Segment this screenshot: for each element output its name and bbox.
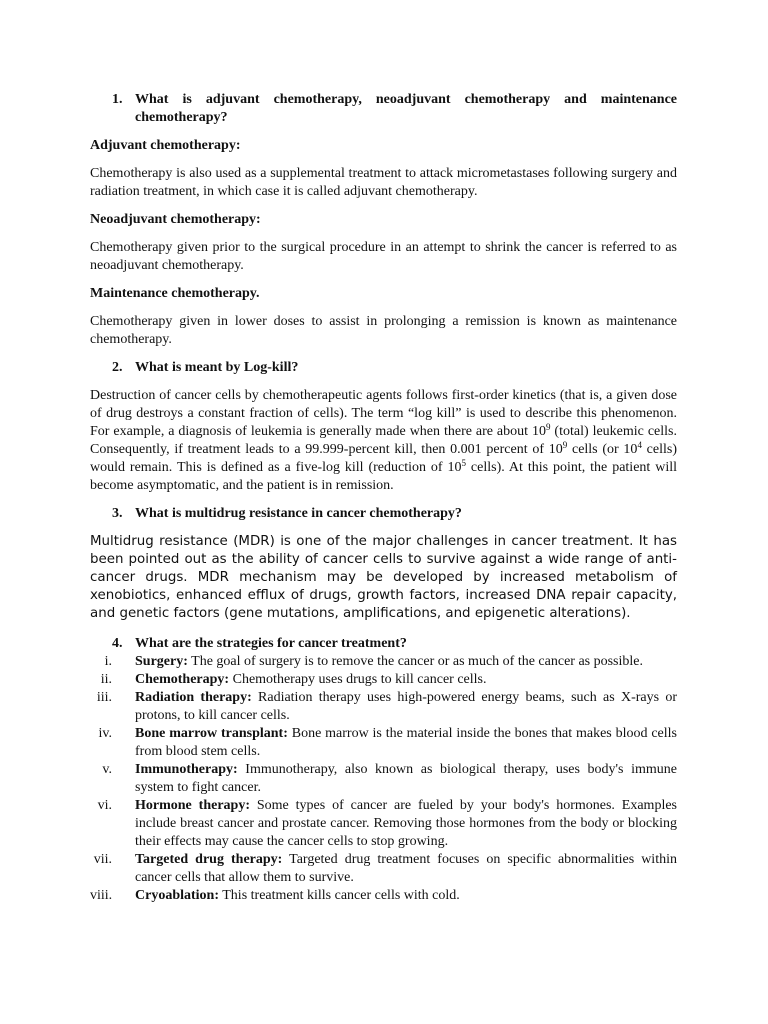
neoadjuvant-heading: Neoadjuvant chemotherapy: (90, 212, 261, 227)
item-text: Radiation therapy uses high-powered energy beams, such as X-rays or protons, to kill cancer cells. (135, 690, 677, 723)
adjuvant-heading: Adjuvant chemotherapy: (90, 138, 241, 153)
item-term: Targeted drug therapy: (135, 852, 283, 867)
adjuvant-paragraph: Chemotherapy is also used as a supplemental treatment to attack micrometastases following surgery and radiation treatment, in which case it is called adjuvant chemotherapy. (90, 166, 677, 199)
question-title: What is adjuvant chemotherapy, neoadjuvant chemotherapy and maintenance chemotherapy? (135, 92, 677, 125)
question-4-heading (90, 635, 677, 653)
superscript: 9 (562, 440, 568, 450)
text-run: cells). At this point, the patient will become asymptomatic, and the patient is in remission. (90, 460, 677, 493)
maintenance-paragraph: Chemotherapy given in lower doses to assist in prolonging a remission is known as maintenance chemotherapy. (90, 314, 677, 347)
superscript: 9 (545, 422, 551, 432)
item-text: Immunotherapy, also known as biological therapy, uses body's immune system to fight cancer. (135, 762, 677, 795)
item-term: Radiation therapy: (135, 690, 252, 705)
superscript: 5 (461, 458, 467, 468)
item-text: Bone marrow is the material inside the bones that makes blood cells from blood stem cells. (135, 726, 678, 759)
text-run: Destruction of cancer cells by chemotherapeutic agents follows first-order kinetics (that is, a given dose of drug destroys a constant fraction of cells). The term “log kill” is used to describe this phenomenon. For example, a diagnosis of leukemia is generally made when there are about 10 (90, 388, 677, 439)
maintenance-heading: Maintenance chemotherapy. (90, 286, 260, 301)
question-number: 3. (112, 506, 123, 521)
text-run: cells (or 10 (567, 442, 638, 457)
list-item (90, 653, 677, 671)
item-term: Chemotherapy: (135, 672, 230, 687)
question-title: What is multidrug resistance in cancer chemotherapy? (135, 506, 462, 521)
document-page (90, 91, 677, 905)
question-3-heading (90, 505, 677, 523)
list-number: ii. (100, 672, 112, 687)
neoadjuvant-paragraph: Chemotherapy given prior to the surgical procedure in an attempt to shrink the cancer is referred to as neoadjuvant chemotherapy. (90, 240, 677, 273)
list-number: vi. (97, 798, 112, 813)
list-number: v. (102, 762, 112, 777)
superscript: 4 (637, 440, 642, 450)
list-item (90, 887, 677, 905)
list-item (90, 761, 677, 797)
question-title: What is meant by Log-kill? (135, 360, 299, 375)
question-number: 1. (112, 92, 123, 107)
list-item (90, 689, 677, 725)
list-number: iv. (98, 726, 112, 741)
list-number: iii. (96, 690, 112, 705)
treatment-strategies-list (90, 653, 677, 905)
text-run: (total) leukemic cells. Consequently, if treatment leads to a 99.999-percent kill, then 0.001 percent of 10 (90, 424, 677, 457)
question-number: 2. (112, 360, 123, 375)
question-1-heading (90, 91, 677, 127)
item-term: Cryoablation: (135, 888, 219, 903)
list-item (90, 671, 677, 689)
list-number: viii. (90, 888, 113, 903)
question-title: What are the strategies for cancer treatment? (135, 636, 407, 651)
item-term: Immunotherapy: (135, 762, 238, 777)
item-text: Some types of cancer are fueled by your body's hormones. Examples include breast cancer and prostate cancer. Removing those hormones from the body or blocking their effects may cause the cancer cells to stop growing. (135, 798, 677, 849)
question-2-heading (90, 359, 677, 377)
item-term: Hormone therapy: (135, 798, 250, 813)
item-term: Bone marrow transplant: (135, 726, 288, 741)
item-text: Chemotherapy uses drugs to kill cancer cells. (229, 672, 487, 687)
item-text: Targeted drug treatment focuses on specific abnormalities within cancer cells that allow them to survive. (135, 852, 677, 885)
log-kill-paragraph (90, 387, 677, 495)
item-term: Surgery: (135, 654, 188, 669)
question-number: 4. (112, 636, 123, 651)
text-run: cells) would remain. This is defined as a five-log kill (reduction of 10 (90, 442, 677, 475)
list-item (90, 725, 677, 761)
list-item (90, 797, 677, 851)
mdr-paragraph: Multidrug resistance (MDR) is one of the major challenges in cancer treatment. It has been pointed out as the ability of cancer cells to survive against a wide range of anti-cancer drugs. MDR mechanism may be developed by increased metabolism of xenobiotics, enhanced efflux of drugs, growth factors, increased DNA repair capacity, and genetic factors (gene mutations, amplifications, and epigenetic alterations). (90, 534, 677, 621)
item-text: The goal of surgery is to remove the cancer or as much of the cancer as possible. (187, 654, 643, 669)
list-number: vii. (93, 852, 112, 867)
list-number: i. (104, 654, 112, 669)
list-item (90, 851, 677, 887)
item-text: This treatment kills cancer cells with cold. (219, 888, 460, 903)
